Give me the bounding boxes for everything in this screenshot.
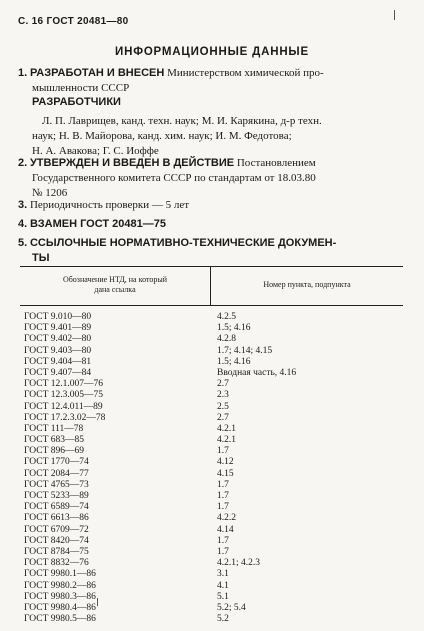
section-5-number: 5. — [18, 237, 28, 249]
section-3-number: 3. — [18, 199, 28, 211]
table-cell-clause: 2.5 — [217, 401, 229, 412]
section-5-heading-line1: ССЫЛОЧНЫЕ НОРМАТИВНО-ТЕХНИЧЕСКИЕ ДОКУМЕН- — [29, 237, 337, 249]
table-cell-clause: 5.1 — [217, 591, 229, 602]
table-cell-designation: ГОСТ 1770—74 — [24, 457, 89, 468]
table-cell-designation: ГОСТ 12.4.011—89 — [24, 401, 103, 412]
developers-heading: РАЗРАБОТЧИКИ — [32, 96, 121, 108]
section-3 — [18, 198, 408, 213]
section-3-text: Периодичность проверки — 5 лет — [29, 199, 190, 211]
table-col1-values — [24, 312, 204, 625]
section-2-heading: УТВЕРЖДЕН И ВВЕДЕН В ДЕЙСТВИЕ — [29, 157, 235, 169]
table-cell-clause: 4.12 — [217, 457, 234, 468]
table-cell-designation: ГОСТ 4765—73 — [24, 479, 89, 490]
table-cell-designation: ГОСТ 2084—77 — [24, 468, 89, 479]
table-col1-header-line1: Обозначение НТД, на который — [62, 275, 168, 284]
table-cell-clause: 4.1 — [217, 580, 229, 591]
table-cell-designation: ГОСТ 8420—74 — [24, 535, 89, 546]
developers-list — [32, 114, 408, 159]
table-cell-clause: 4.15 — [217, 468, 234, 479]
table-cell-clause: 1.5; 4.16 — [217, 356, 251, 367]
section-4-heading: ВЗАМЕН ГОСТ 20481—75 — [29, 218, 166, 230]
table-cell-designation: ГОСТ 9.407—84 — [24, 367, 92, 378]
table-cell-designation: ГОСТ 8784—75 — [24, 546, 89, 557]
section-1-text-line2: мышленности СССР — [32, 82, 130, 94]
section-5-heading-line2: ТЫ — [32, 252, 50, 264]
table-cell-clause: 1.7 — [217, 491, 229, 501]
table-cell-designation: ГОСТ 9.404—81 — [24, 356, 92, 367]
section-1 — [18, 66, 408, 96]
scan-mark — [394, 10, 395, 20]
table-cell-clause: Вводная часть, 4.16 — [217, 367, 297, 378]
page-title: ИНФОРМАЦИОННЫЕ ДАННЫЕ — [115, 46, 309, 58]
table-cell-designation: ГОСТ 683—85 — [24, 435, 84, 446]
table-cell-designation: ГОСТ 9980.4—86 — [24, 602, 96, 613]
developers-line-3: Н. А. Авакова; Г. С. Иоффе — [32, 145, 159, 157]
table-cell-designation: ГОСТ 8832—76 — [24, 558, 89, 569]
table-cell-designation: ГОСТ 5233—89 — [24, 491, 89, 501]
table-cell-designation: ГОСТ 12.3.005—75 — [24, 390, 103, 401]
table-cell-designation: ГОСТ 9.403—80 — [24, 345, 92, 356]
table-cell-designation: ГОСТ 6613—86 — [24, 513, 89, 524]
table-cell-clause: 4.2.1 — [217, 423, 236, 434]
scan-mark — [97, 598, 98, 606]
table-cell-clause: 1.7 — [217, 446, 229, 457]
table-col1-header-line2: дана ссылка — [94, 285, 136, 294]
section-2 — [18, 156, 408, 201]
table-cell-clause: 5.2; 5.4 — [217, 602, 246, 613]
table-cell-clause: 4.2.1; 4.2.3 — [217, 558, 261, 569]
table-cell-designation: ГОСТ 12.1.007—76 — [24, 379, 103, 390]
section-4-number: 4. — [18, 218, 28, 230]
table-cell-clause: 1.7 — [217, 479, 229, 490]
table-col2-values — [217, 312, 397, 625]
table-cell-clause: 2.7 — [217, 379, 229, 390]
section-2-text-line2: Государственного комитета СССР по стандартам от 18.03.80 — [32, 172, 316, 184]
section-1-heading: РАЗРАБОТАН И ВНЕСЕН — [29, 67, 165, 79]
table-cell-clause: 1.7 — [217, 502, 229, 513]
table-cell-clause: 2.3 — [217, 390, 229, 401]
table-cell-clause: 4.2.8 — [217, 334, 236, 345]
section-2-number: 2. — [18, 157, 28, 169]
table-cell-designation: ГОСТ 9.010—80 — [24, 312, 92, 322]
table-cell-designation: ГОСТ 9980.2—86 — [24, 580, 96, 591]
table-cell-clause: 3.1 — [217, 569, 229, 580]
table-cell-designation: ГОСТ 9980.1—86 — [24, 569, 96, 580]
section-4 — [18, 217, 408, 232]
section-1-text-line1: Министерством химической про- — [167, 67, 324, 79]
table-cell-clause: 4.2.2 — [217, 513, 236, 524]
section-5 — [18, 236, 408, 266]
table-cell-designation: ГОСТ 6589—74 — [24, 502, 89, 513]
table-cell-designation: ГОСТ 896—69 — [24, 446, 84, 457]
table-col2-header: Номер пункта, подпункта — [263, 280, 351, 289]
table-cell-clause: 1.7 — [217, 546, 229, 557]
table-cell-clause: 1.7; 4.14; 4.15 — [217, 345, 273, 356]
developers-line-2: наук; Н. В. Майорова, канд. хим. наук; И. М. Федотова; — [32, 130, 292, 142]
table-cell-clause: 5.2 — [217, 614, 229, 625]
table-cell-designation: ГОСТ 111—78 — [24, 423, 84, 434]
section-1-number: 1. — [18, 67, 28, 79]
section-2-text-line3: № 1206 — [32, 187, 68, 199]
section-2-text-line1: Постановлением — [236, 157, 316, 169]
developers-line-1: Л. П. Лаврищев, канд. техн. наук; М. И. Карякина, д-р техн. — [42, 115, 322, 127]
table-cell-designation: ГОСТ 9980.5—86 — [24, 614, 96, 625]
table-cell-clause: 4.2.1 — [217, 435, 236, 446]
table-cell-clause: 1.7 — [217, 535, 229, 546]
table-cell-clause: 1.5; 4.16 — [217, 323, 251, 334]
table-cell-clause: 2.7 — [217, 412, 229, 423]
table-header-divider — [210, 266, 211, 305]
table-cell-clause: 4.2.5 — [217, 312, 236, 322]
page-header: С. 16 ГОСТ 20481—80 — [18, 16, 129, 27]
table-cell-designation: ГОСТ 6709—72 — [24, 524, 89, 535]
table-col1-header — [22, 275, 208, 295]
table-cell-designation: ГОСТ 9980.3—86 — [24, 591, 96, 602]
table-cell-designation: ГОСТ 9.402—80 — [24, 334, 92, 345]
table-cell-clause: 4.14 — [217, 524, 234, 535]
table-cell-designation: ГОСТ 9.401—89 — [24, 323, 92, 334]
table-cell-designation: ГОСТ 17.2.3.02—78 — [24, 412, 106, 423]
